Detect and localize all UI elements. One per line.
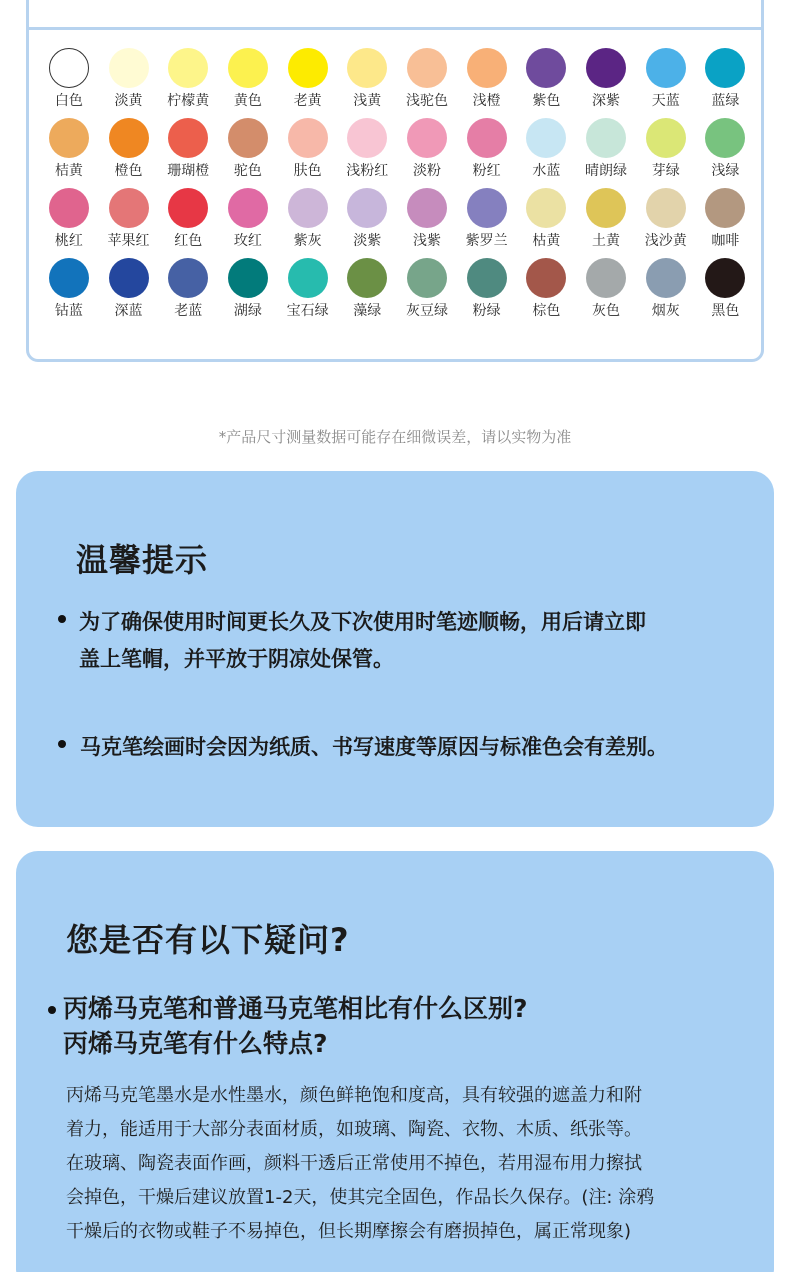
color-swatch-card xyxy=(26,0,764,362)
color-swatch xyxy=(517,118,577,188)
color-dot xyxy=(586,258,626,298)
color-dot xyxy=(526,118,566,158)
color-name: 棕色 xyxy=(532,303,561,319)
color-dot xyxy=(168,188,208,228)
color-name: 老黄 xyxy=(293,93,322,109)
color-name: 玫红 xyxy=(233,233,262,249)
color-name: 浅黄 xyxy=(353,93,382,109)
color-dot xyxy=(407,188,447,228)
color-dot xyxy=(49,258,89,298)
color-name: 浅绿 xyxy=(711,163,740,179)
color-swatch xyxy=(457,48,517,118)
color-name: 橙色 xyxy=(114,163,143,179)
color-swatch xyxy=(457,188,517,258)
color-swatch xyxy=(158,48,218,118)
card-divider xyxy=(29,27,761,30)
color-dot xyxy=(109,118,149,158)
color-name: 灰豆绿 xyxy=(405,303,448,319)
color-name: 紫色 xyxy=(532,93,561,109)
color-name: 紫灰 xyxy=(293,233,322,249)
color-swatch xyxy=(218,258,278,328)
color-dot xyxy=(407,258,447,298)
tips-title: 温馨提示 xyxy=(76,541,209,579)
color-dot xyxy=(347,258,387,298)
color-name: 淡黄 xyxy=(114,93,143,109)
color-name: 土黄 xyxy=(592,233,621,249)
color-swatch xyxy=(576,188,636,258)
color-dot xyxy=(705,48,745,88)
color-name: 白色 xyxy=(54,93,83,109)
color-name: 粉绿 xyxy=(472,303,501,319)
faq-title: 您是否有以下疑问? xyxy=(66,921,350,959)
color-dot xyxy=(586,118,626,158)
color-swatch xyxy=(39,188,99,258)
color-name: 淡紫 xyxy=(353,233,382,249)
color-name: 浅紫 xyxy=(412,233,441,249)
color-dot xyxy=(49,188,89,228)
color-swatch xyxy=(337,48,397,118)
color-name: 浅驼色 xyxy=(405,93,448,109)
answer-line: 着力，能适用于大部分表面材质，如玻璃、陶瓷、衣物、木质、纸张等。 xyxy=(66,1119,642,1140)
color-swatch xyxy=(337,118,397,188)
color-swatch xyxy=(457,258,517,328)
color-swatch xyxy=(39,258,99,328)
answer-line: 丙烯马克笔墨水是水性墨水，颜色鲜艳饱和度高，具有较强的遮盖力和附 xyxy=(66,1085,642,1106)
color-dot xyxy=(526,258,566,298)
color-swatch xyxy=(99,118,159,188)
measurement-note: *产品尺寸测量数据可能存在细微误差，请以实物为准 xyxy=(218,428,572,446)
color-dot xyxy=(109,188,149,228)
color-swatch xyxy=(397,188,457,258)
color-dot xyxy=(526,48,566,88)
color-name: 宝石绿 xyxy=(286,303,329,319)
color-dot xyxy=(168,48,208,88)
color-name: 钴蓝 xyxy=(54,303,83,319)
color-dot xyxy=(168,258,208,298)
color-dot xyxy=(705,258,745,298)
color-dot xyxy=(288,118,328,158)
color-swatch xyxy=(158,118,218,188)
color-name: 苹果红 xyxy=(107,233,150,249)
color-swatch xyxy=(218,118,278,188)
tip-text-line: 盖上笔帽，并平放于阴凉处保管。 xyxy=(79,647,394,671)
color-swatch xyxy=(397,48,457,118)
color-dot xyxy=(288,48,328,88)
bullet-icon xyxy=(58,615,66,623)
color-swatch xyxy=(576,258,636,328)
tip-item-color-difference xyxy=(58,729,758,766)
tip-text-line: 为了确保使用时间更长久及下次使用时笔迹顺畅，用后请立即 xyxy=(79,610,646,634)
color-dot xyxy=(646,188,686,228)
color-swatch xyxy=(39,48,99,118)
color-swatch xyxy=(696,48,756,118)
tips-panel xyxy=(16,471,774,827)
color-name: 红色 xyxy=(174,233,203,249)
color-swatch xyxy=(397,258,457,328)
color-dot xyxy=(168,118,208,158)
answer-line: 在玻璃、陶瓷表面作画，颜料干透后正常使用不掉色，若用湿布用力擦拭 xyxy=(66,1153,642,1174)
color-dot xyxy=(288,258,328,298)
color-name: 藻绿 xyxy=(353,303,382,319)
color-dot xyxy=(467,188,507,228)
color-swatch xyxy=(696,188,756,258)
color-dot xyxy=(109,48,149,88)
color-dot xyxy=(347,118,387,158)
color-swatch xyxy=(99,258,159,328)
color-dot xyxy=(526,188,566,228)
color-name: 水蓝 xyxy=(532,163,561,179)
color-name: 桃红 xyxy=(54,233,83,249)
color-dot xyxy=(49,48,89,88)
tip-text-line: 马克笔绘画时会因为纸质、书写速度等原因与标准色会有差别。 xyxy=(80,735,668,759)
color-name: 淡粉 xyxy=(412,163,441,179)
color-swatch xyxy=(278,118,338,188)
answer-line: 干燥后的衣物或鞋子不易掉色，但长期摩擦会有磨损掉色，属正常现象) xyxy=(66,1221,632,1242)
color-swatch xyxy=(99,48,159,118)
color-dot xyxy=(407,48,447,88)
color-swatch xyxy=(576,118,636,188)
color-dot xyxy=(705,118,745,158)
color-name: 烟灰 xyxy=(651,303,680,319)
color-dot xyxy=(467,118,507,158)
color-name: 驼色 xyxy=(233,163,262,179)
color-name: 深蓝 xyxy=(114,303,143,319)
color-swatch xyxy=(278,258,338,328)
color-swatch xyxy=(517,188,577,258)
color-swatch xyxy=(517,258,577,328)
color-swatch xyxy=(99,188,159,258)
color-name: 肤色 xyxy=(293,163,322,179)
color-name: 咖啡 xyxy=(711,233,740,249)
answer-line: 会掉色，干燥后建议放置1-2天，使其完全固色，作品长久保存。(注: 涂鸦 xyxy=(66,1187,655,1208)
color-swatch xyxy=(278,48,338,118)
color-swatch xyxy=(337,258,397,328)
color-swatch xyxy=(278,188,338,258)
color-swatch xyxy=(636,118,696,188)
color-name: 黑色 xyxy=(711,303,740,319)
question-line: 丙烯马克笔有什么特点? xyxy=(63,1029,328,1058)
color-name: 黄色 xyxy=(233,93,262,109)
color-name: 灰色 xyxy=(592,303,621,319)
faq-question xyxy=(48,991,748,1061)
color-name: 桔黄 xyxy=(54,163,83,179)
color-swatch xyxy=(636,258,696,328)
color-dot xyxy=(347,48,387,88)
color-dot xyxy=(586,188,626,228)
color-swatch xyxy=(696,258,756,328)
color-dot xyxy=(705,188,745,228)
color-swatch xyxy=(337,188,397,258)
color-dot xyxy=(347,188,387,228)
color-dot xyxy=(646,48,686,88)
color-dot xyxy=(228,48,268,88)
color-name: 浅粉红 xyxy=(346,163,389,179)
color-name: 枯黄 xyxy=(532,233,561,249)
color-dot xyxy=(109,258,149,298)
color-dot xyxy=(288,188,328,228)
color-name: 浅沙黄 xyxy=(644,233,687,249)
color-dot xyxy=(586,48,626,88)
color-swatch xyxy=(397,118,457,188)
color-swatch xyxy=(218,188,278,258)
color-name: 柠檬黄 xyxy=(167,93,210,109)
color-name: 晴朗绿 xyxy=(585,163,628,179)
faq-panel xyxy=(16,851,774,1272)
color-name: 紫罗兰 xyxy=(465,233,508,249)
color-swatch xyxy=(158,188,218,258)
color-name: 深紫 xyxy=(592,93,621,109)
color-name: 天蓝 xyxy=(651,93,680,109)
color-dot xyxy=(407,118,447,158)
color-dot xyxy=(228,258,268,298)
question-line: 丙烯马克笔和普通马克笔相比有什么区别? xyxy=(63,994,528,1023)
color-name: 湖绿 xyxy=(233,303,262,319)
color-dot xyxy=(467,258,507,298)
color-name: 浅橙 xyxy=(472,93,501,109)
color-name: 蓝绿 xyxy=(711,93,740,109)
color-swatch xyxy=(39,118,99,188)
bullet-icon xyxy=(58,740,66,748)
bullet-icon xyxy=(48,1006,56,1014)
color-swatch-grid xyxy=(39,48,755,328)
color-swatch xyxy=(636,188,696,258)
tip-item-storage xyxy=(58,604,748,678)
color-dot xyxy=(49,118,89,158)
color-swatch xyxy=(457,118,517,188)
color-dot xyxy=(467,48,507,88)
color-swatch xyxy=(696,118,756,188)
color-swatch xyxy=(158,258,218,328)
color-dot xyxy=(646,258,686,298)
color-swatch xyxy=(218,48,278,118)
color-name: 芽绿 xyxy=(651,163,680,179)
color-dot xyxy=(228,188,268,228)
faq-answer xyxy=(66,1079,746,1249)
color-dot xyxy=(228,118,268,158)
color-swatch xyxy=(576,48,636,118)
color-swatch xyxy=(517,48,577,118)
color-dot xyxy=(646,118,686,158)
color-swatch xyxy=(636,48,696,118)
color-name: 珊瑚橙 xyxy=(167,163,210,179)
color-name: 粉红 xyxy=(472,163,501,179)
color-name: 老蓝 xyxy=(174,303,203,319)
